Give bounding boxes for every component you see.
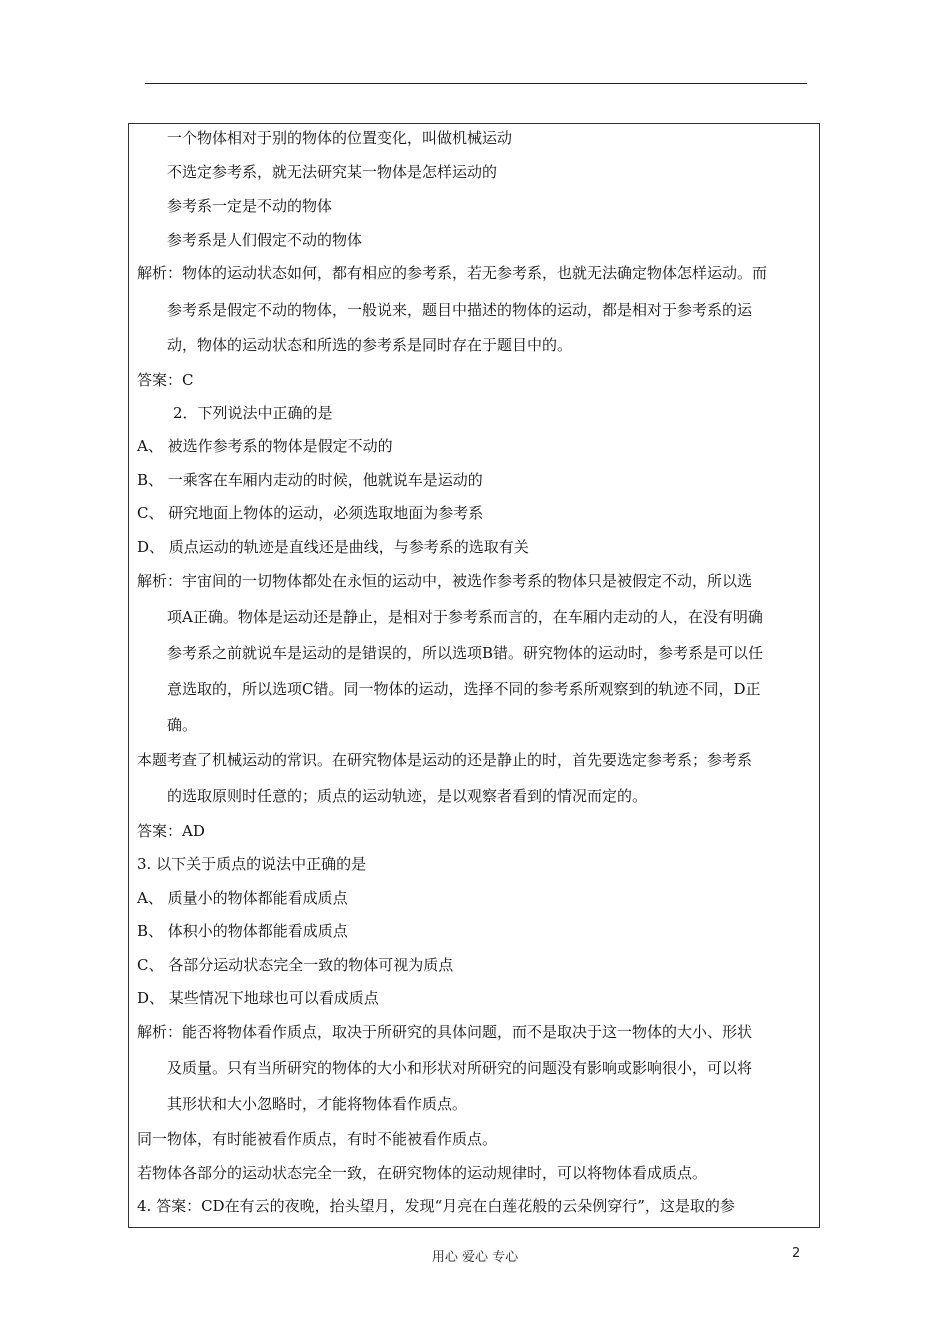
text-line: 同一物体，有时能被看作质点，有时不能被看作质点。 xyxy=(137,1130,498,1148)
text-line: 4. 答案：CD在有云的夜晚，抬头望月，发现“月亮在白莲花般的云朵例穿行”，这是取的参 xyxy=(137,1197,735,1215)
page-number: 2 xyxy=(792,1246,801,1261)
text-line: B、 一乘客在车厢内走动的时候，他就说车是运动的 xyxy=(137,471,483,489)
text-line: D、 质点运动的轨迹是直线还是曲线，与参考系的选取有关 xyxy=(137,538,529,556)
text-line: 解析：能否将物体看作质点，取决于所研究的具体问题，而不是取决于这一物体的大小、形状 xyxy=(137,1023,753,1041)
text-line: 意选取的，所以选项C错。同一物体的运动，选择不同的参考系所观察到的轨迹不同，D正 xyxy=(167,680,761,698)
text-line: 确。 xyxy=(167,716,198,734)
text-line: B、 体积小的物体都能看成质点 xyxy=(137,922,348,940)
text-line: 3. 以下关于质点的说法中正确的是 xyxy=(137,855,367,873)
text-line: 其形状和大小忽略时，才能将物体看作质点。 xyxy=(167,1095,468,1113)
page-footer: 用心 爱心 专心 xyxy=(431,1250,519,1265)
text-line: C、 研究地面上物体的运动，必须选取地面为参考系 xyxy=(137,504,484,522)
header-rule xyxy=(145,83,807,84)
content-box xyxy=(128,123,820,1228)
text-line: 答案：C xyxy=(137,371,194,389)
text-line: 答案：AD xyxy=(137,822,205,840)
text-line: 一个物体相对于别的物体的位置变化，叫做机械运动 xyxy=(167,129,513,147)
text-line: D、 某些情况下地球也可以看成质点 xyxy=(137,989,379,1007)
text-line: 参考系是人们假定不动的物体 xyxy=(167,231,363,249)
text-line: 动，物体的运动状态和所选的参考系是同时存在于题目中的。 xyxy=(167,336,573,354)
text-line: 的选取原则时任意的；质点的运动轨迹，是以观察者看到的情况而定的。 xyxy=(167,787,648,805)
text-line: A、 质量小的物体都能看成质点 xyxy=(137,889,348,907)
text-line: 项A正确。物体是运动还是静止，是相对于参考系而言的，在车厢内走动的人，在没有明确 xyxy=(167,608,763,626)
text-line: C、 各部分运动状态完全一致的物体可视为质点 xyxy=(137,956,454,974)
text-line: 解析：物体的运动状态如何，都有相应的参考系，若无参考系，也就无法确定物体怎样运动。而 xyxy=(137,264,768,282)
text-line: 2．下列说法中正确的是 xyxy=(173,404,333,422)
text-line: 参考系一定是不动的物体 xyxy=(167,197,333,215)
text-line: A、 被选作参考系的物体是假定不动的 xyxy=(137,437,393,455)
text-line: 解析：宇宙间的一切物体都处在永恒的运动中，被选作参考系的物体只是被假定不动，所以选 xyxy=(137,572,753,590)
text-line: 参考系之前就说车是运动的是错误的，所以选项B错。研究物体的运动时，参考系是可以任 xyxy=(167,644,764,662)
text-line: 若物体各部分的运动状态完全一致，在研究物体的运动规律时，可以将物体看成质点。 xyxy=(137,1164,708,1182)
text-line: 不选定参考系，就无法研究某一物体是怎样运动的 xyxy=(167,163,498,181)
text-line: 参考系是假定不动的物体，一般说来，题目中描述的物体的运动，都是相对于参考系的运 xyxy=(167,301,753,319)
text-line: 及质量。只有当所研究的物体的大小和形状对所研究的问题没有影响或影响很小，可以将 xyxy=(167,1059,753,1077)
text-line: 本题考查了机械运动的常识。在研究物体是运动的还是静止的时，首先要选定参考系；参考系 xyxy=(137,751,753,769)
